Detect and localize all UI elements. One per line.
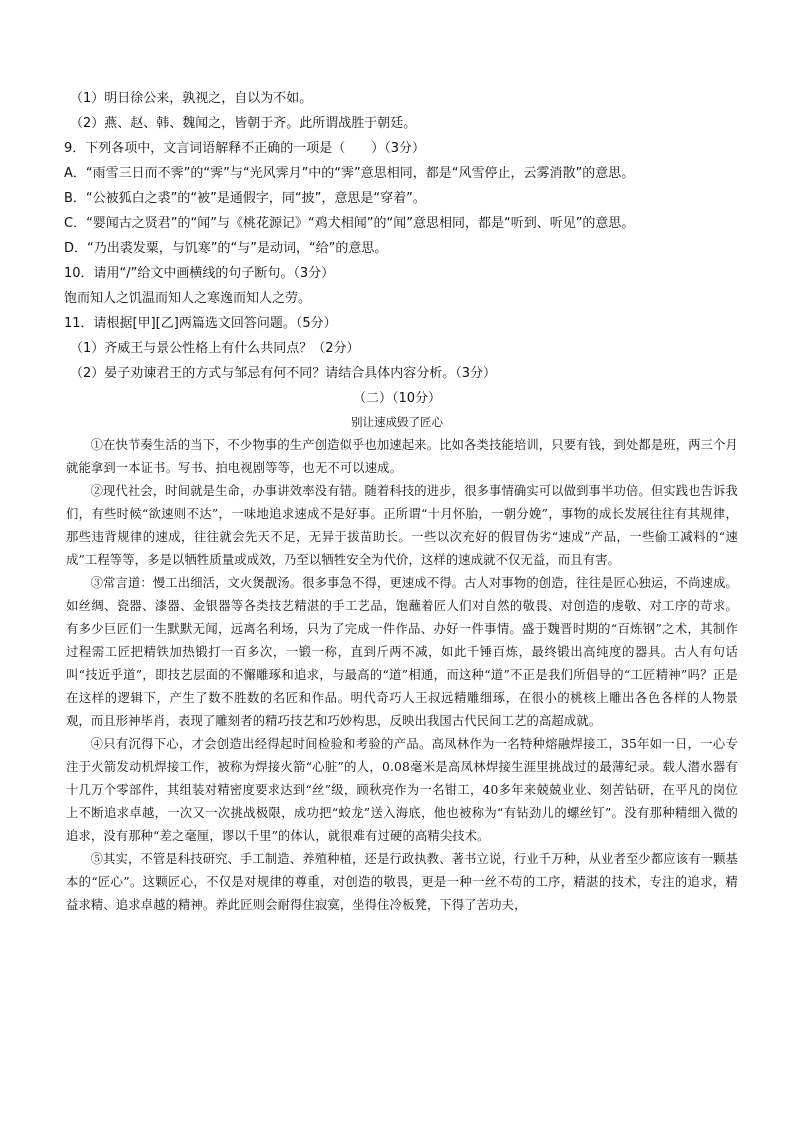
article-body [66, 434, 738, 917]
question-10: 10．请用“/”给文中画横线的句子断句。（3分） [64, 266, 335, 281]
section-heading: （二）（10分） [352, 391, 442, 406]
article-title: 别让速成毁了匠心 [351, 415, 443, 429]
question-9-option-b: B．“公被狐白之裘”的“被”是通假字，同“披”，意思是“穿着”。 [64, 191, 426, 206]
answer-line-1: （1）明日徐公来，孰视之，自以为不如。 [70, 91, 313, 106]
question-11: 11．请根据[甲][乙]两篇选文回答问题。（5分） [64, 316, 337, 331]
article-paragraph-3: ③常言道：慢工出细活，文火煲靓汤。很多事急不得，更速成不得。古人对事物的创造，往往是匠心独运，不尚速成。如丝绸、瓷器、漆器、金银器等各类技艺精湛的手工艺品，饱蘸着匠人们对自然的敬畏、对创造的虔敬、对工序的苛求。有多少巨匠们一生默默无闻，远离名利场，只为了完成一件作品、办好一件事情。盛于魏晋时期的“百炼钢”之术，其制作过程需工匠把精铁加热锻打一百多次，一锻一称，直到斤两不减，如此千锤百炼，最终锻出高纯度的器具。古人有句话叫“技近乎道”，即技艺层面的不懈雕琢和追求，与最高的“道”相通，而这种“道”不正是我们所倡导的“工匠精神”吗？正是在这样的逻辑下，产生了数不胜数的名匠和作品。明代奇巧人王叔远精雕细琢，在很小的桃核上雕出各色各样的人物景观，而且形神毕肖，表现了雕刻者的精巧技艺和巧妙构思，反映出我国古代民间工艺的高超成就。 [66, 576, 738, 728]
question-9: 9．下列各项中，文言词语解释不正确的一项是（ ）（3分） [64, 141, 426, 156]
question-11-part-2: （2）晏子劝谏君王的方式与邹忌有何不同？请结合具体内容分析。（3分） [70, 366, 497, 381]
answer-line-2: （2）燕、赵、韩、魏闻之，皆朝于齐。此所谓战胜于朝廷。 [70, 116, 417, 131]
question-11-part-1: （1）齐威王与景公性格上有什么共同点？（2分） [70, 341, 360, 356]
article-paragraph-2: ②现代社会，时间就是生命，办事讲效率没有错。随着科技的进步，很多事情确实可以做到事半功倍。但实践也告诉我们，有些时候“欲速则不达”，一味地追求速成不是好事。正所谓“十月怀胎，一朝分娩”，事物的成长发展往往有其规律，那些违背规律的速成，往往就会先天不足，无异于拔苗助长。一些以次充好的假冒伪劣“速成”产品，一些偷工减料的“速成”工程等等，多是以牺牲质量或成效，乃至以牺牲安全为代价，这样的速成就不仅无益，而且有害。 [66, 484, 738, 567]
article-paragraph-4: ④只有沉得下心，才会创造出经得起时间检验和考验的产品。高凤林作为一名特种熔融焊接工，35年如一日，一心专注于火箭发动机焊接工作，被称为焊接火箭“心脏”的人，0.08毫米是高凤林焊接生涯里挑战过的最薄纪录。载人潜水器有十几万个零部件，其组装对精密度要求达到“丝”级，顾秋亮作为一名钳工，40多年来兢兢业业、刻苦钻研，在平凡的岗位上不断追求卓越，一次又一次挑战极限，成功把“蛟龙”送入海底，他也被称为“有钻劲儿的螺丝钉”。没有那种精细入微的追求，没有那种“差之毫厘，谬以千里”的体认，就很难有过硬的高精尖技术。 [66, 737, 738, 843]
question-9-option-d: D．“乃出裘发粟，与饥寒”的“与”是动词，“给”的意思。 [64, 241, 388, 256]
question-10-sentence: 饱而知人之饥温而知人之寒逸而知人之劳。 [64, 291, 312, 306]
article-paragraph-5: ⑤其实，不管是科技研究、手工制造、养殖种植，还是行政执教、著书立说，行业千万种，从业者至少都应该有一颗基本的“匠心”。这颗匠心，不仅是对规律的尊重，对创造的敬畏，更是一种一丝不苟的工序，精湛的技术，专注的追求，精益求精、追求卓越的精神。养此匠则会耐得住寂寞，坐得住冷板凳，下得了苦功夫， [66, 852, 738, 912]
question-9-option-c: C．“婴闻古之贤君”的“闻”与《桃花源记》“鸡犬相闻”的“闻”意思相同，都是“听到、听见”的意思。 [64, 216, 635, 231]
article-paragraph-1: ①在快节奏生活的当下，不少物事的生产创造似乎也加速起来。比如各类技能培训，只要有钱，到处都是班，两三个月就能拿到一本证书。写书、拍电视剧等等，也无不可以速成。 [66, 438, 738, 475]
question-9-option-a: A．“雨雪三日而不霁”的“霁”与“光风霁月”中的“霁”意思相同，都是“风雪停止，云雾消散”的意思。 [64, 166, 635, 181]
